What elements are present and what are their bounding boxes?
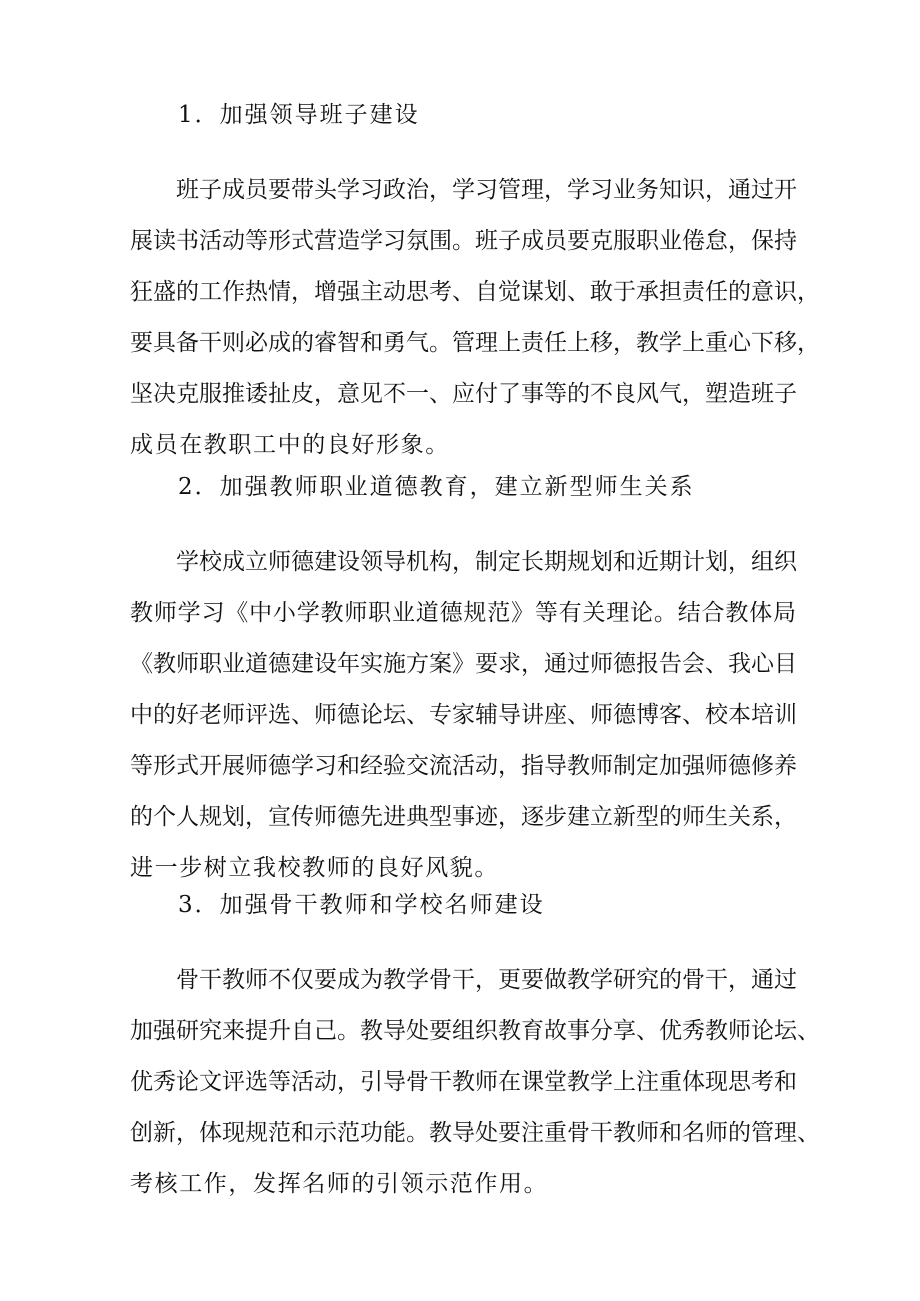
paragraph-line: 创新，体现规范和示范功能。教导处要注重骨干教师和名师的管理、 — [130, 1120, 820, 1146]
paragraph-line: 进一步树立我校教师的良好风貌。 — [130, 855, 499, 881]
paragraph-line: 展读书活动等形式营造学习氛围。班子成员要克服职业倦怠，保持 — [130, 228, 797, 254]
paragraph-line: 《教师职业道德建设年实施方案》要求，通过师德报告会、我心目 — [130, 651, 797, 677]
paragraph-line: 等形式开展师德学习和经验交流活动，指导教师制定加强师德修养 — [130, 753, 797, 779]
section-heading-1: 1．加强领导班子建设 — [178, 102, 420, 128]
paragraph-line: 考核工作，发挥名师的引领示范作用。 — [130, 1171, 549, 1197]
paragraph-line: 骨干教师不仅要成为教学骨干，更要做教学研究的骨干，通过 — [176, 967, 797, 993]
paragraph-line: 的个人规划，宣传师德先进典型事迹，逐步建立新型的师生关系， — [130, 804, 797, 830]
paragraph-line: 班子成员要带头学习政治，学习管理，学习业务知识，通过开 — [176, 177, 797, 203]
paragraph-line: 加强研究来提升自己。教导处要组织教育故事分享、优秀教师论坛、 — [130, 1018, 820, 1044]
paragraph-line: 坚决克服推诿扯皮，意见不一、应付了事等的不良风气，塑造班子 — [130, 381, 797, 407]
paragraph-line: 优秀论文评选等活动，引导骨干教师在课堂教学上注重体现思考和 — [130, 1069, 797, 1095]
section-paragraph-1 — [130, 165, 820, 471]
section-paragraph-2 — [130, 537, 796, 894]
paragraph-line: 成员在教职工中的良好形象。 — [130, 432, 450, 458]
paragraph-line: 狂盛的工作热情，增强主动思考、自觉谋划、敢于承担责任的意识， — [130, 279, 820, 305]
paragraph-line: 要具备干则必成的睿智和勇气。管理上责任上移，教学上重心下移， — [130, 330, 820, 356]
paragraph-line: 教师学习《中小学教师职业道德规范》等有关理论。结合教体局 — [130, 600, 796, 626]
section-heading-3: 3．加强骨干教师和学校名师建设 — [178, 892, 545, 918]
paragraph-line: 学校成立师德建设领导机构，制定长期规划和近期计划，组织 — [176, 549, 797, 575]
paragraph-line: 中的好老师评选、师德论坛、专家辅导讲座、师德博客、校本培训 — [130, 702, 797, 728]
section-heading-2: 2．加强教师职业道德教育，建立新型师生关系 — [178, 474, 695, 500]
section-paragraph-3 — [130, 955, 820, 1210]
